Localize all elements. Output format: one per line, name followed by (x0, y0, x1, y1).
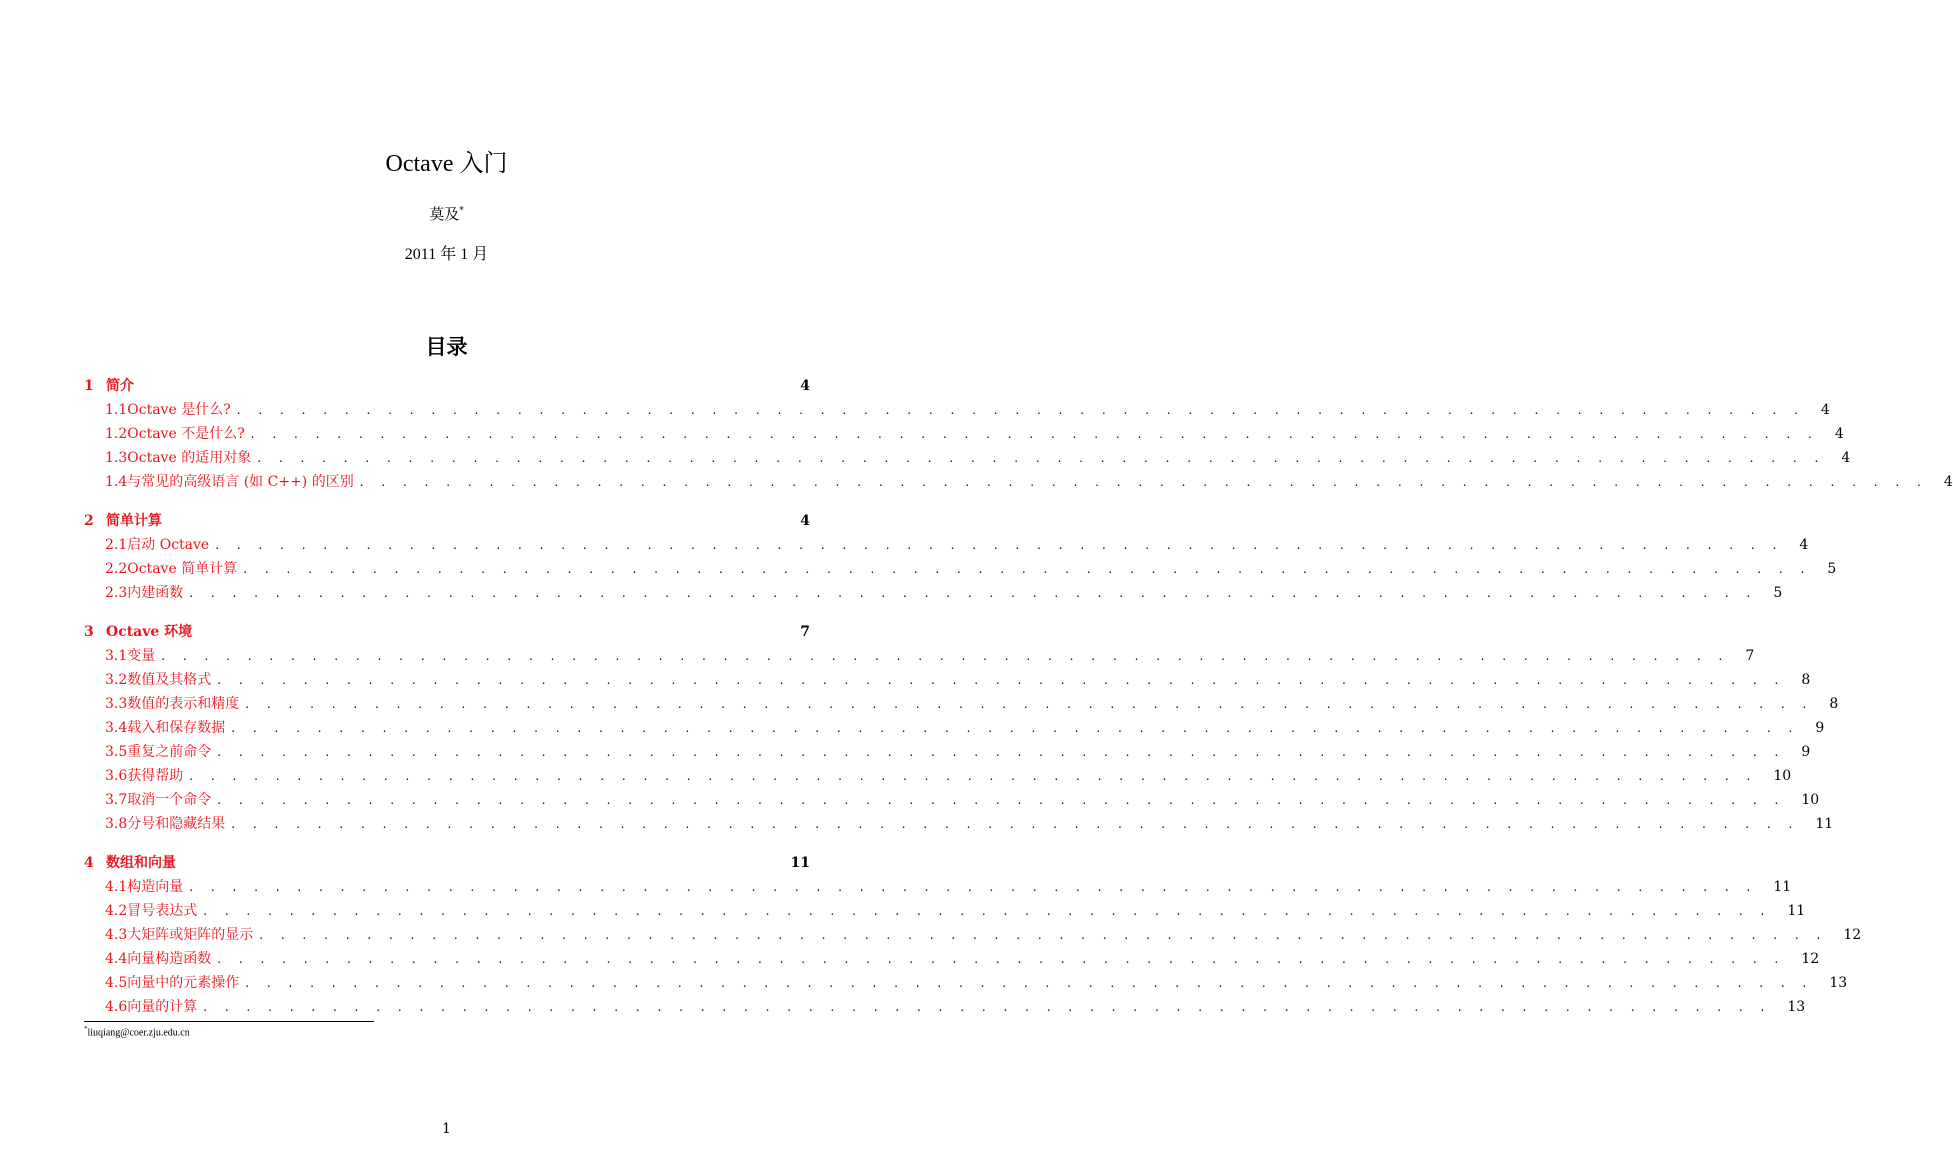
toc-subsection-number: 2.1 (105, 537, 128, 553)
toc-section-title[interactable]: Octave 环境 (106, 624, 193, 640)
footnote-email: liuqiang@coer.zju.edu.cn (87, 1027, 190, 1039)
toc-dot-leader: . . . . . . . . . . . . . . . . . . . . . . . . . . . . . . . . . . . . . . . . . . . . . . . . . . . . . . . . . . . . . . . . . . . . . . . . . (243, 562, 1812, 576)
toc-subsection-4-2[interactable] (84, 899, 1806, 923)
toc-subsection-title[interactable]: Octave 不是什么? (127, 426, 245, 442)
toc-section-page[interactable]: 7 (800, 624, 810, 640)
toc-subsection-title[interactable]: 变量 (127, 648, 156, 664)
toc-dot-leader: . . . . . . . . . . . . . . . . . . . . . . . . . . . . . . . . . . . . . . . . . . . . . . . . . . . . . . . . . . . . . . . . . . . . . . . . . (217, 745, 1786, 759)
toc-section-title[interactable]: 简单计算 (106, 513, 162, 529)
toc-subsection-number: 4.6 (105, 999, 128, 1015)
toc-subsection-4-5[interactable] (84, 971, 1848, 995)
toc-dot-leader: . . . . . . . . . . . . . . . . . . . . . . . . . . . . . . . . . . . . . . . . . . . . . . . . . . . . . . . . . . . . . . . . . . . . . . . . . (189, 880, 1758, 894)
toc-subsection-page[interactable]: 5 (1827, 561, 1837, 577)
toc-dot-leader: . . . . . . . . . . . . . . . . . . . . . . . . . . . . . . . . . . . . . . . . . . . . . . . . . . . . . . . . . . . . . . . . . . . . . . . . . (189, 769, 1758, 783)
toc-subsection-title[interactable]: 启动 Octave (127, 537, 210, 553)
toc-section-3[interactable] (84, 620, 810, 644)
toc-subsection-title[interactable]: Octave 简单计算 (127, 561, 238, 577)
toc-subsection-1-2[interactable] (84, 422, 1844, 446)
toc-dot-leader: . . . . . . . . . . . . . . . . . . . . . . . . . . . . . . . . . . . . . . . . . . . . . . . . . . . . . . . . . . . . . . . . . . . . . . . . . (250, 427, 1819, 441)
toc-dot-leader: . . . . . . . . . . . . . . . . . . . . . . . . . . . . . . . . . . . . . . . . . . . . . . . . . . . . . . . . . . . . . . . . . . . . . . . . . (359, 475, 1928, 489)
toc-subsection-page[interactable]: 13 (1787, 999, 1806, 1015)
toc-subsection-number: 4.2 (105, 903, 128, 919)
toc-subsection-page[interactable]: 8 (1801, 672, 1811, 688)
toc-dot-leader: . . . . . . . . . . . . . . . . . . . . . . . . . . . . . . . . . . . . . . . . . . . . . . . . . . . . . . . . . . . . . . . . . . . . . . . . . (161, 649, 1730, 663)
toc-subsection-title[interactable]: 大矩阵或矩阵的显示 (127, 927, 254, 943)
toc-dot-leader: . . . . . . . . . . . . . . . . . . . . . . . . . . . . . . . . . . . . . . . . . . . . . . . . . . . . . . . . . . . . . . . . . . . . . . . . . (217, 793, 1786, 807)
toc-subsection-page[interactable]: 8 (1829, 696, 1839, 712)
toc-subsection-1-4[interactable] (84, 470, 1953, 494)
toc-subsection-title[interactable]: 内建函数 (127, 585, 184, 601)
toc-subsection-number: 3.5 (105, 744, 128, 760)
toc-section-number: 2 (84, 513, 94, 529)
toc-dot-leader: . . . . . . . . . . . . . . . . . . . . . . . . . . . . . . . . . . . . . . . . . . . . . . . . . . . . . . . . . . . . . . . . . . . . . . . . . (236, 403, 1805, 417)
toc-subsection-page[interactable]: 12 (1843, 927, 1862, 943)
toc-subsection-page[interactable]: 7 (1745, 648, 1755, 664)
toc-subsection-title[interactable]: 数值的表示和精度 (127, 696, 240, 712)
toc-subsection-page[interactable]: 4 (1943, 474, 1953, 490)
toc-dot-leader: . . . . . . . . . . . . . . . . . . . . . . . . . . . . . . . . . . . . . . . . . . . . . . . . . . . . . . . . . . . . . . . . . . . . . . . . . (245, 976, 1814, 990)
toc-subsection-2-1[interactable] (84, 533, 1809, 557)
toc-subsection-1-3[interactable] (84, 446, 1851, 470)
toc-subsection-number: 1.1 (105, 402, 128, 418)
toc-subsection-page[interactable]: 4 (1834, 426, 1844, 442)
toc-subsection-3-3[interactable] (84, 692, 1839, 716)
footnote-rule (84, 1021, 374, 1022)
toc-subsection-number: 1.3 (105, 450, 128, 466)
toc-subsection-page[interactable]: 11 (1773, 879, 1792, 895)
toc-subsection-3-5[interactable] (84, 740, 1811, 764)
toc-subsection-page[interactable]: 5 (1773, 585, 1783, 601)
toc-section-number: 4 (84, 855, 94, 871)
toc-subsection-page[interactable]: 10 (1773, 768, 1792, 784)
toc-subsection-title[interactable]: 向量构造函数 (127, 951, 212, 967)
toc-subsection-title[interactable]: 向量的计算 (127, 999, 198, 1015)
toc-subsection-3-6[interactable] (84, 764, 1792, 788)
toc-gap (84, 605, 810, 620)
toc-subsection-page[interactable]: 10 (1801, 792, 1820, 808)
page-number: 1 (442, 1121, 451, 1137)
toc-subsection-number: 4.5 (105, 975, 128, 991)
toc-subsection-number: 2.2 (105, 561, 128, 577)
toc-subsection-3-2[interactable] (84, 668, 1811, 692)
toc-section-1[interactable] (84, 374, 810, 398)
toc-subsection-page[interactable]: 4 (1799, 537, 1809, 553)
toc-section-4[interactable] (84, 851, 810, 875)
toc-subsection-title[interactable]: Octave 是什么? (127, 402, 231, 418)
toc-subsection-number: 3.8 (105, 816, 128, 832)
author-footnote-mark: * (459, 206, 464, 216)
toc-subsection-page[interactable]: 11 (1815, 816, 1834, 832)
toc-subsection-number: 3.6 (105, 768, 128, 784)
toc-subsection-2-2[interactable] (84, 557, 1837, 581)
toc-section-2[interactable] (84, 509, 810, 533)
toc-subsection-title[interactable]: 重复之前命令 (127, 744, 212, 760)
toc-subsection-number: 4.1 (105, 879, 128, 895)
toc-subsection-title[interactable]: 载入和保存数据 (127, 720, 226, 736)
toc-subsection-page[interactable]: 4 (1820, 402, 1830, 418)
toc-subsection-number: 3.2 (105, 672, 128, 688)
toc-subsection-title[interactable]: 冒号表达式 (127, 903, 198, 919)
toc-dot-leader: . . . . . . . . . . . . . . . . . . . . . . . . . . . . . . . . . . . . . . . . . . . . . . . . . . . . . . . . . . . . . . . . . . . . . . . . . (217, 952, 1786, 966)
toc-subsection-title[interactable]: Octave 的适用对象 (127, 450, 252, 466)
toc-subsection-title[interactable]: 构造向量 (127, 879, 184, 895)
toc-subsection-title[interactable]: 与常见的高级语言 (如 C++) 的区别 (127, 474, 354, 490)
toc-subsection-number: 4.3 (105, 927, 128, 943)
toc-subsection-number: 3.1 (105, 648, 128, 664)
toc-dot-leader: . . . . . . . . . . . . . . . . . . . . . . . . . . . . . . . . . . . . . . . . . . . . . . . . . . . . . . . . . . . . . . . . . . . . . . . . . (257, 451, 1826, 465)
toc-heading: 目录 (425, 335, 468, 359)
toc-dot-leader: . . . . . . . . . . . . . . . . . . . . . . . . . . . . . . . . . . . . . . . . . . . . . . . . . . . . . . . . . . . . . . . . . . . . . . . . . (203, 904, 1772, 918)
toc-subsection-2-3[interactable] (84, 581, 1783, 605)
toc-subsection-page[interactable]: 9 (1801, 744, 1811, 760)
toc-subsection-4-1[interactable] (84, 875, 1792, 899)
toc-subsection-title[interactable]: 分号和隐藏结果 (127, 816, 226, 832)
author-name: 莫及 (429, 205, 460, 223)
toc-section-page[interactable]: 4 (800, 513, 810, 529)
toc-dot-leader: . . . . . . . . . . . . . . . . . . . . . . . . . . . . . . . . . . . . . . . . . . . . . . . . . . . . . . . . . . . . . . . . . . . . . . . . . (231, 721, 1800, 735)
toc-subsection-page[interactable]: 4 (1841, 450, 1851, 466)
toc-gap (84, 494, 810, 509)
toc-subsection-number: 3.4 (105, 720, 128, 736)
toc-subsection-page[interactable]: 11 (1787, 903, 1806, 919)
toc-dot-leader: . . . . . . . . . . . . . . . . . . . . . . . . . . . . . . . . . . . . . . . . . . . . . . . . . . . . . . . . . . . . . . . . . . . . . . . . . (189, 586, 1758, 600)
toc-subsection-3-1[interactable] (84, 644, 1755, 668)
toc-subsection-page[interactable]: 12 (1801, 951, 1820, 967)
footnote (84, 1025, 190, 1038)
toc-subsection-4-3[interactable] (84, 923, 1862, 947)
toc-dot-leader: . . . . . . . . . . . . . . . . . . . . . . . . . . . . . . . . . . . . . . . . . . . . . . . . . . . . . . . . . . . . . . . . . . . . . . . . . (217, 673, 1786, 687)
toc-subsection-page[interactable]: 9 (1815, 720, 1825, 736)
document-date: 2011 年 1 月 (404, 246, 489, 263)
toc-subsection-number: 1.2 (105, 426, 128, 442)
toc-subsection-title[interactable]: 取消一个命令 (127, 792, 212, 808)
toc-subsection-3-4[interactable] (84, 716, 1825, 740)
toc-subsection-number: 3.7 (105, 792, 128, 808)
toc-subsection-number: 1.4 (105, 474, 128, 490)
toc-subsection-1-1[interactable] (84, 398, 1830, 422)
toc-subsection-3-8[interactable] (84, 812, 1834, 836)
document-title: Octave 入门 (385, 151, 508, 177)
footnote-mark: * (84, 1025, 88, 1033)
toc-section-title[interactable]: 数组和向量 (106, 855, 176, 871)
author-line (0, 203, 893, 224)
toc-section-number: 1 (84, 378, 94, 394)
toc-subsection-4-4[interactable] (84, 947, 1820, 971)
toc-section-page[interactable]: 11 (790, 855, 810, 871)
toc-section-title[interactable]: 简介 (106, 378, 134, 394)
toc-dot-leader: . . . . . . . . . . . . . . . . . . . . . . . . . . . . . . . . . . . . . . . . . . . . . . . . . . . . . . . . . . . . . . . . . . . . . . . . . (231, 817, 1800, 831)
toc-section-number: 3 (84, 624, 94, 640)
toc-dot-leader: . . . . . . . . . . . . . . . . . . . . . . . . . . . . . . . . . . . . . . . . . . . . . . . . . . . . . . . . . . . . . . . . . . . . . . . . . (215, 538, 1784, 552)
toc-subsection-page[interactable]: 13 (1829, 975, 1848, 991)
toc-subsection-number: 2.3 (105, 585, 128, 601)
toc-subsection-4-6[interactable] (84, 995, 1806, 1019)
toc-subsection-number: 3.3 (105, 696, 128, 712)
toc-dot-leader: . . . . . . . . . . . . . . . . . . . . . . . . . . . . . . . . . . . . . . . . . . . . . . . . . . . . . . . . . . . . . . . . . . . . . . . . . (203, 1000, 1772, 1014)
toc-subsection-3-7[interactable] (84, 788, 1820, 812)
toc-subsection-title[interactable]: 数值及其格式 (127, 672, 212, 688)
toc-dot-leader: . . . . . . . . . . . . . . . . . . . . . . . . . . . . . . . . . . . . . . . . . . . . . . . . . . . . . . . . . . . . . . . . . . . . . . . . . (259, 928, 1828, 942)
toc-dot-leader: . . . . . . . . . . . . . . . . . . . . . . . . . . . . . . . . . . . . . . . . . . . . . . . . . . . . . . . . . . . . . . . . . . . . . . . . . (245, 697, 1814, 711)
toc-section-page[interactable]: 4 (800, 378, 810, 394)
toc-subsection-title[interactable]: 获得帮助 (127, 768, 184, 784)
toc-subsection-number: 4.4 (105, 951, 128, 967)
toc-subsection-title[interactable]: 向量中的元素操作 (127, 975, 240, 991)
table-of-contents (84, 374, 1953, 1019)
toc-gap (84, 836, 810, 851)
